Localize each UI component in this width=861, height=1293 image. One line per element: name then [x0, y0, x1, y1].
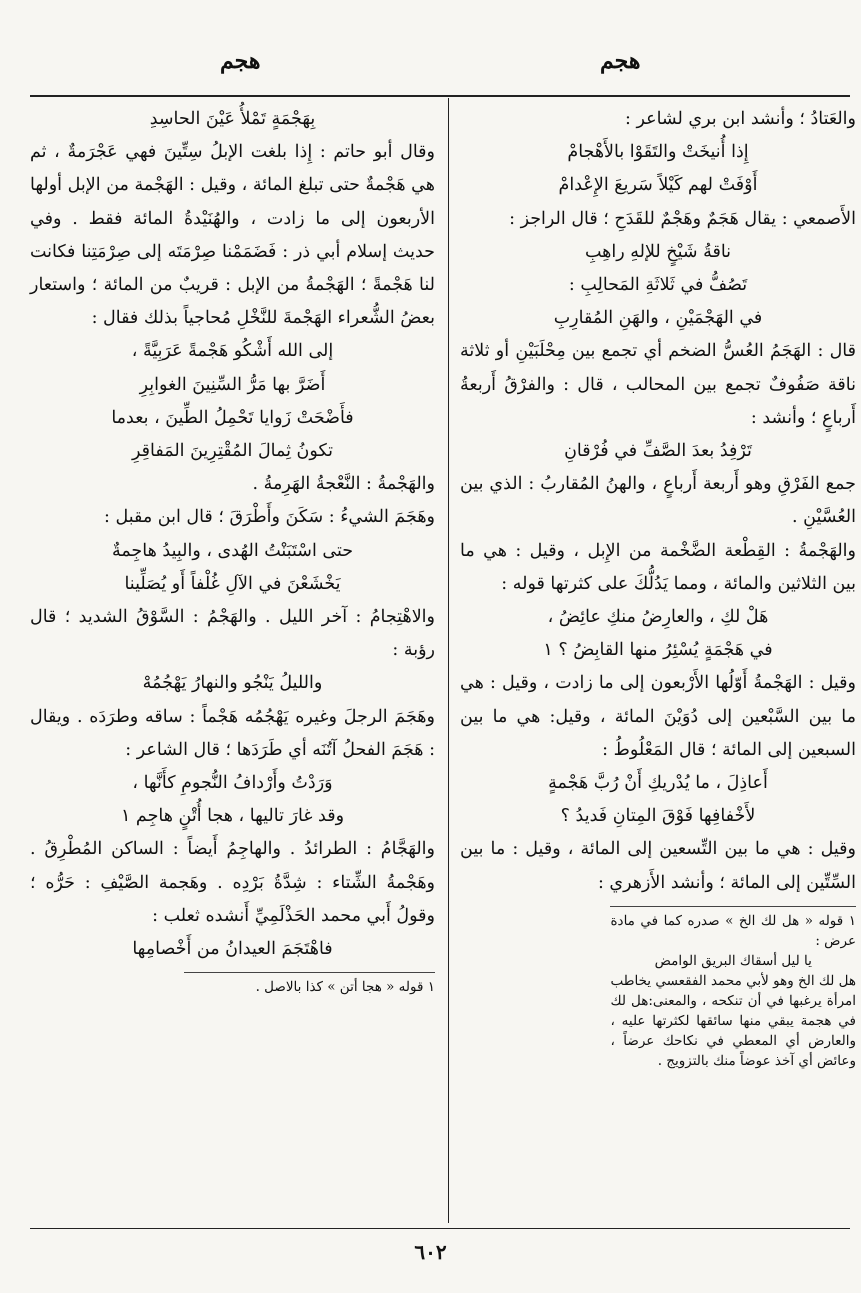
verse-line: يَخْشَعْنَ في الآلِ غُلْفاً أَو يُصَلِّينا: [124, 573, 341, 594]
verse-line: في الهَجْمَيْنِ ، والهَنِ المُقارِبِ: [553, 308, 763, 329]
paragraph: والاهْتِجامُ : آخر الليل . والهَجْمُ : السَّوْقُ الشديد ؛ قال رؤبة :: [30, 607, 435, 661]
verse-line: فاهْتَجَمَ العيدانُ من أَخْصامِها: [132, 939, 333, 960]
header-rule: [30, 95, 850, 97]
column-divider: [448, 98, 449, 1223]
left-column: [30, 103, 435, 997]
verse-line: تَصُفُّ في ثَلاثَةِ المَحالِبِ :: [568, 275, 748, 296]
verse-line: أَوْفَتْ لهم كَيْلاً سَريعَ الإِعْدامْ: [558, 175, 758, 196]
verse-line: في هَجْمَةٍ يُسْئِرُ منها القابِضُ ؟ ١: [543, 640, 773, 661]
right-footnotes: [610, 906, 856, 1071]
right-column-text: [460, 103, 856, 900]
paragraph: وقال أبو حاتم : إِذا بلغت الإبلُ سِتِّينَ فهي عَجْرَمةٌ ، ثم هي هَجْمةٌ حتى تبلغ المائة ، وقيل : الهَجْمة من الإبل أولها الأربعون إلى ما زادت ، والهُنَيْدةُ المائة فقط . وفي حديث إسلام أبي ذر : فَضَمَمْنا صِرْمَتَه إلى صِرْمَتِنا فكانت لنا هَجْمةً ؛ الهَجْمةُ من الإبل : قريبٌ من المائة ؛ واستعار بعضُ الشُّعراء الهَجْمةَ للنَّخْلِ مُحاجياً بذلك فقال :: [30, 142, 435, 329]
verse-line: بِهَجْمَةٍ تَمْلأُ عَيْنَ الحاسِدِ: [149, 109, 316, 129]
verse-line: تكونُ ثِمالَ المُقْتِرِينَ المَفاقِرِ: [132, 441, 333, 462]
left-column-text: [30, 103, 435, 966]
verse-line: أَعاذِلَ ، ما يُدْريكِ أَنْ رُبَّ هَجْمةٍ: [548, 773, 768, 794]
verse-line: حتى اسْتَبَنْتُ الهُدى ، والبِيدُ هاجِمةٌ: [111, 540, 354, 561]
paragraph: والهَجْمةُ : النَّعْجةُ الهَرِمةُ .: [252, 474, 435, 495]
paragraph: وقيل : الهَجْمةُ أَوّلُها الأَرْبعون إلى ما زادت ، وقيل : هي ما بين السَّبْعين إلى دُوَيْنَ المائة ، وقيل: هي ما بين السبعين إلى المائة ؛ قال المَعْلُوطُ :: [460, 673, 856, 760]
footnote-text: ١ قوله « هجا أتن » كذا بالاصل .: [255, 979, 435, 996]
paragraph: قال : الهَجَمُ العُسُّ الضخم أي تجمع بين مِحْلَبَيْنِ أو ثلاثة ناقة صَفُوفٌ تجمع بين المحالب ، قال : والفرْقُ أَربعةُ أَرباعٍ ؛ وأنشد :: [460, 341, 856, 428]
verse-line: لأَخْفافِها فَوْقَ المِتانِ فَديدُ ؟: [560, 806, 756, 827]
footnote-verse: يا ليل أسقاك البريق الوامض: [654, 952, 812, 969]
paragraph: وقيل : هي ما بين التِّسعين إلى المائة ، وقيل : ما بين السِّتِّين إلى المائة ؛ وأنشد الأَزهري :: [460, 839, 856, 893]
verse-line: أَضَرَّ بها مَرُّ السِّنِينَ الغوابِرِ: [139, 374, 326, 395]
verse-line: هَلْ لكِ ، والعارِضُ منكِ عائِضُ ،: [547, 607, 769, 628]
verse-line: والليلُ يَنْجُو والنهارُ يَهْجُمُهْ: [142, 673, 323, 694]
running-head-left: هجم: [220, 48, 261, 74]
right-column: [460, 103, 856, 1071]
paragraph: وهَجَمَ الرجلَ وغيره يَهْجُمُه هَجْماً : ساقه وطرَدَه . ويقال : هَجَمَ الفحلُ آتُنَه أي طَرَدَها ؛ قال الشاعر :: [30, 706, 435, 760]
footnote-text: ١ قوله « هل لك الخ » صدره كما في مادة عرض :: [610, 912, 856, 949]
verse-line: وَرَدْتُ وأَرْدافُ النُّجومِ كأَنَّها ،: [132, 773, 333, 794]
verse-line: وقد غارَ تاليها ، هجا أُتْنٍ هاجِم ١: [120, 806, 345, 827]
verse-line: إلى الله أَشْكُو هَجْمةً عَرَبِيَّةً ،: [131, 341, 334, 362]
paragraph: الأَصمعي : يقال هَجَمٌ وهَجْمٌ للقَدَحِ ؛ قال الراجز :: [509, 208, 856, 229]
paragraph: جمع الفَرْقِ وهو أَربعة أَرباعٍ ، والهنُ المُقاربُ : الذي بين العُسَّيْنِ .: [460, 474, 856, 528]
footer-rule: [30, 1228, 850, 1229]
running-head-right: هجم: [600, 48, 641, 74]
left-footnotes: [184, 972, 435, 997]
verse-line: تَرْفِدُ بعدَ الصَّفِّ في فُرْقانِ: [564, 441, 752, 462]
verse-line: فأَضْحَتْ زَوايا تَحْمِلُ الطِّينَ ، بعدما: [111, 407, 354, 428]
paragraph: والهَجَّامُ : الطرائدُ . والهاجِمُ أَيضاً : الساكن المُطْرِقُ . وهَجْمةُ الشِّتاء : شِدَّةُ بَرْدِه . وهَجمة الصَّيْفِ : حَرُّه ؛ وقولُ أَبي محمد الحَذْلَمِيِّ أَنشده ثعلب :: [30, 839, 435, 926]
footnote-text: هل لك الخ وهو لأبي محمد الفقعسي يخاطب امرأة يرغبها في أن تنكحه ، والمعنى:هل لك في هجمة يبقي منها سائقها لكثرتها عليه ، والعارض أي المعطي في نكاحك عرضاً ، وعائض أي آخذ عوضاً منك بالتزويج .: [610, 972, 856, 1069]
page-number: ٦٠٢: [414, 1240, 447, 1264]
verse-line: إِذا أُنيخَتْ والتَقَوْا بالأَهْجامْ: [567, 142, 749, 163]
verse-line: ناقةُ شَيْخٍ للإلهِ راهِبِ: [584, 241, 732, 262]
paragraph: وهَجَمَ الشيءُ : سَكَنَ وأَطْرَقَ ؛ قال ابن مقبل :: [103, 507, 435, 528]
paragraph: والعَتادُ ؛ وأنشد ابن بري لشاعر :: [625, 109, 856, 129]
paragraph: والهَجْمةُ : القِطْعة الضَّخْمة من الإِبل ، وقيل : هي ما بين الثلاثين والمائة ، ومما يَدُلُّكَ على كثرتها قوله :: [460, 540, 856, 594]
